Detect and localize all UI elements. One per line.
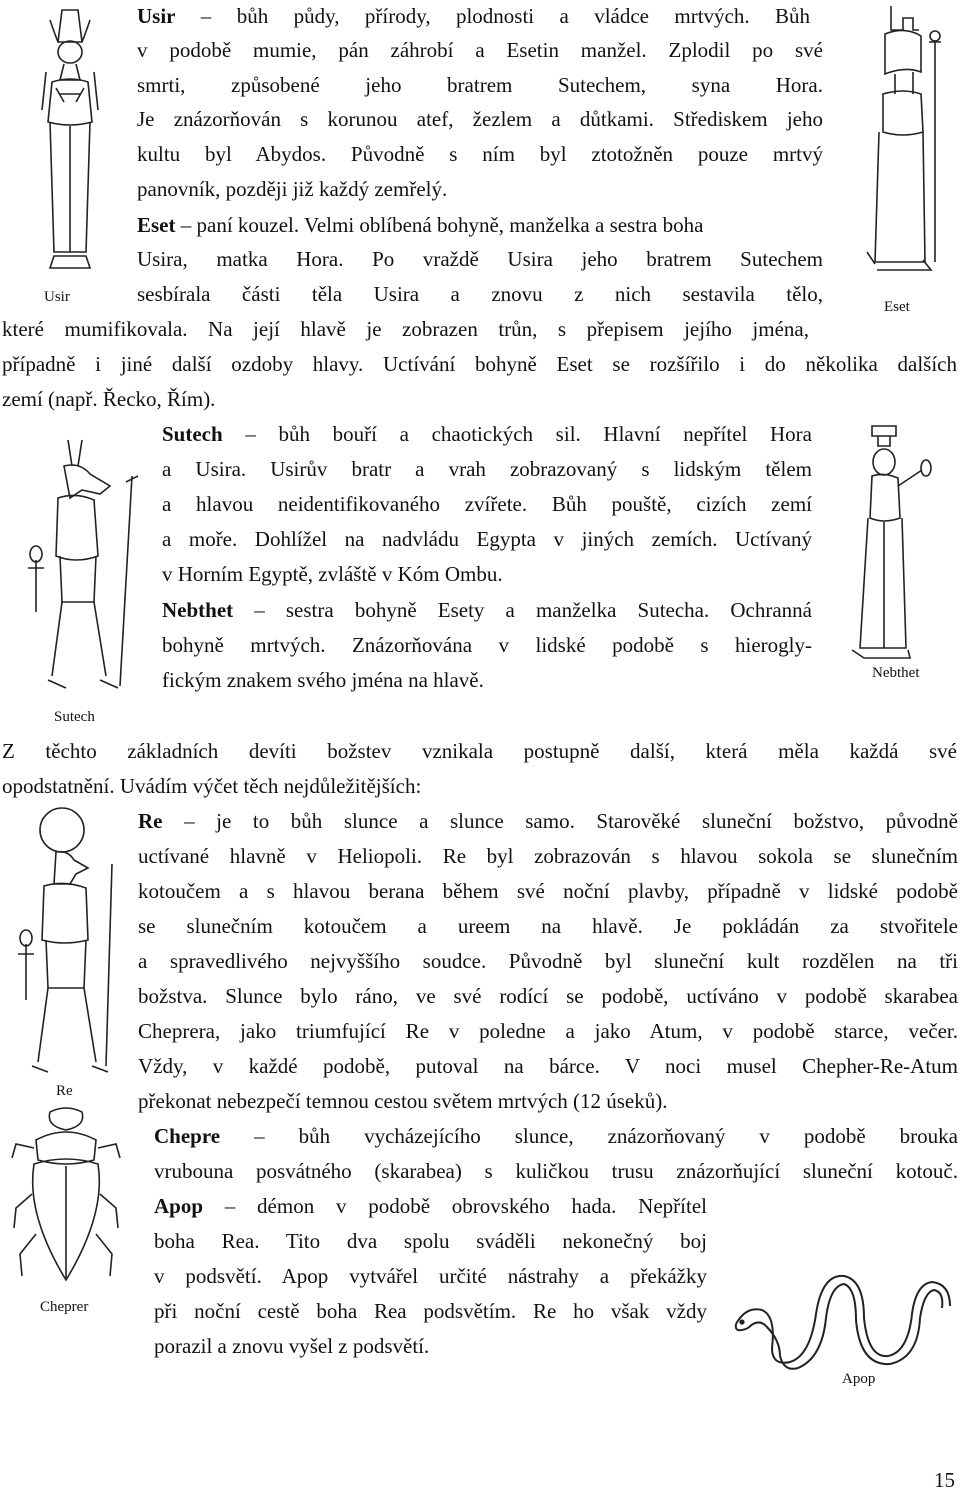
caption-chepre: Cheprer (40, 1299, 89, 1315)
re-line-1: Re – je to bůh slunce a slunce samo. Starověké sluneční božstvo, původně (138, 809, 958, 833)
caption-nebthet: Nebthet (872, 665, 920, 681)
sutech-figure (10, 436, 148, 700)
eset-line-3: sesbírala části těla Usira a znovu z nich sestavila tělo, (137, 282, 823, 306)
sutech-name: Sutech (162, 422, 223, 446)
re-line-8: Vždy, v každé podobě, putoval na bárce. V noci musel Chepher-Re-Atum (138, 1054, 958, 1078)
nebthet-line-1: Nebthet – sestra bohyně Esety a manželka Sutecha. Ochranná (162, 598, 812, 622)
chepre-line-2: vrubouna posvátného (skarabea) s kuličkou trusu znázorňující sluneční kotouč. (154, 1159, 958, 1183)
usir-line-3: smrti, způsobené jeho bratrem Sutechem, syna Hora. (137, 73, 823, 97)
re-line-3: kotoučem a s hlavou berana během své noční plavby, případně v lidské podobě (138, 879, 958, 903)
re-line-4: se slunečním kotoučem a ureem na hlavě. Je pokládán za stvořitele (138, 914, 958, 938)
re-name: Re (138, 809, 163, 833)
sutech-line-2: a Usira. Usirův bratr a vrah zobrazovaný s lidským tělem (162, 457, 812, 481)
page-number: 15 (934, 1468, 955, 1492)
sutech-line-1: Sutech – bůh bouří a chaotických sil. Hlavní nepřítel Hora (162, 422, 812, 446)
scarab-figure (10, 1104, 122, 1288)
nebthet-line-3: fickým znakem svého jména na hlavě. (162, 668, 484, 692)
usir-figure (20, 2, 120, 278)
apop-name: Apop (154, 1194, 204, 1218)
usir-line-5: kultu byl Abydos. Původně s ním byl ztotožněn pouze mrtvý (137, 142, 823, 166)
snake-figure (728, 1262, 956, 1372)
caption-re: Re (56, 1083, 73, 1099)
usir-line-4: Je znázorňován s korunou atef, žezlem a důtkami. Střediskem jeho (137, 107, 823, 131)
chepre-line-1: Chepre – bůh vycházejícího slunce, znázorňovaný v podobě brouka (154, 1124, 958, 1148)
nebthet-figure (838, 422, 942, 666)
caption-usir: Usir (44, 289, 70, 305)
sutech-line-4: a moře. Dohlížel na nadvládu Egypta v jiných zemích. Uctívaný (162, 527, 812, 551)
nebthet-name: Nebthet (162, 598, 234, 622)
re-line-6: božstva. Slunce bylo ráno, ve své rodící se podobě, uctíváno v podobě skarabea (138, 984, 958, 1008)
eset-line-4: které mumifikovala. Na její hlavě je zobrazen trůn, s přepisem jejího jména, (2, 317, 809, 341)
apop-line-3: v podsvětí. Apop vytvářel určité nástrahy a překážky (154, 1264, 707, 1288)
usir-name: Usir (137, 4, 176, 28)
nebthet-line-2: bohyně mrtvých. Znázorňována v lidské podobě s hierogly- (162, 633, 812, 657)
usir-line-6: panovník, později již každý zemřelý. (137, 177, 448, 201)
caption-sutech: Sutech (54, 709, 95, 725)
re-line-5: a spravedlivého nejvyššího soudce. Původně byl sluneční kult rozdělen na tři (138, 949, 958, 973)
apop-line-2: boha Rea. Tito dva spolu sváděli nekonečný boj (154, 1229, 707, 1253)
apop-line-4: při noční cestě boha Rea podsvětím. Re ho však vždy (154, 1299, 707, 1323)
chepre-name: Chepre (154, 1124, 221, 1148)
sutech-line-5: v Horním Egyptě, zvláště v Kóm Ombu. (162, 562, 503, 586)
apop-line-5: porazil a znovu vyšel z podsvětí. (154, 1334, 430, 1358)
intro-line-2: opodstatnění. Uvádím výčet těch nejdůležitějších: (2, 774, 422, 798)
usir-line-2: v podobě mumie, pán záhrobí a Esetin manžel. Zplodil po své (137, 38, 823, 62)
eset-line-6: zemí (např. Řecko, Řím). (2, 387, 216, 411)
usir-line-1: Usir – bůh půdy, přírody, plodnosti a vládce mrtvých. Bůh (137, 4, 810, 28)
caption-eset: Eset (884, 299, 910, 315)
re-line-9: překonat nebezpečí temnou cestou světem mrtvých (12 úseků). (138, 1089, 668, 1113)
eset-line-2: Usira, matka Hora. Po vraždě Usira jeho bratrem Sutechem (137, 247, 823, 271)
apop-line-1: Apop – démon v podobě obrovského hada. Nepřítel (154, 1194, 707, 1218)
eset-name: Eset (137, 213, 176, 237)
sutech-line-3: a hlavou neidentifikovaného zvířete. Bůh pouště, cizích zemí (162, 492, 812, 516)
re-line-2: uctívané hlavně v Heliopoli. Re byl zobrazován s hlavou sokola se slunečním (138, 844, 958, 868)
intro-line-1: Z těchto základních devíti božstev vznikala postupně další, která měla každá své (2, 739, 957, 763)
eset-line-5: případně i jiné další ozdoby hlavy. Uctívání bohyně Eset se rozšířilo i do několika dalších (2, 352, 957, 376)
eset-line-1: Eset – paní kouzel. Velmi oblíbená bohyně, manželka a sestra boha (137, 213, 704, 237)
eset-figure (855, 2, 955, 282)
re-figure (8, 804, 130, 1076)
re-line-7: Cheprera, jako triumfující Re v poledne a jako Atum, v podobě starce, večer. (138, 1019, 958, 1043)
caption-apop: Apop (842, 1371, 876, 1387)
